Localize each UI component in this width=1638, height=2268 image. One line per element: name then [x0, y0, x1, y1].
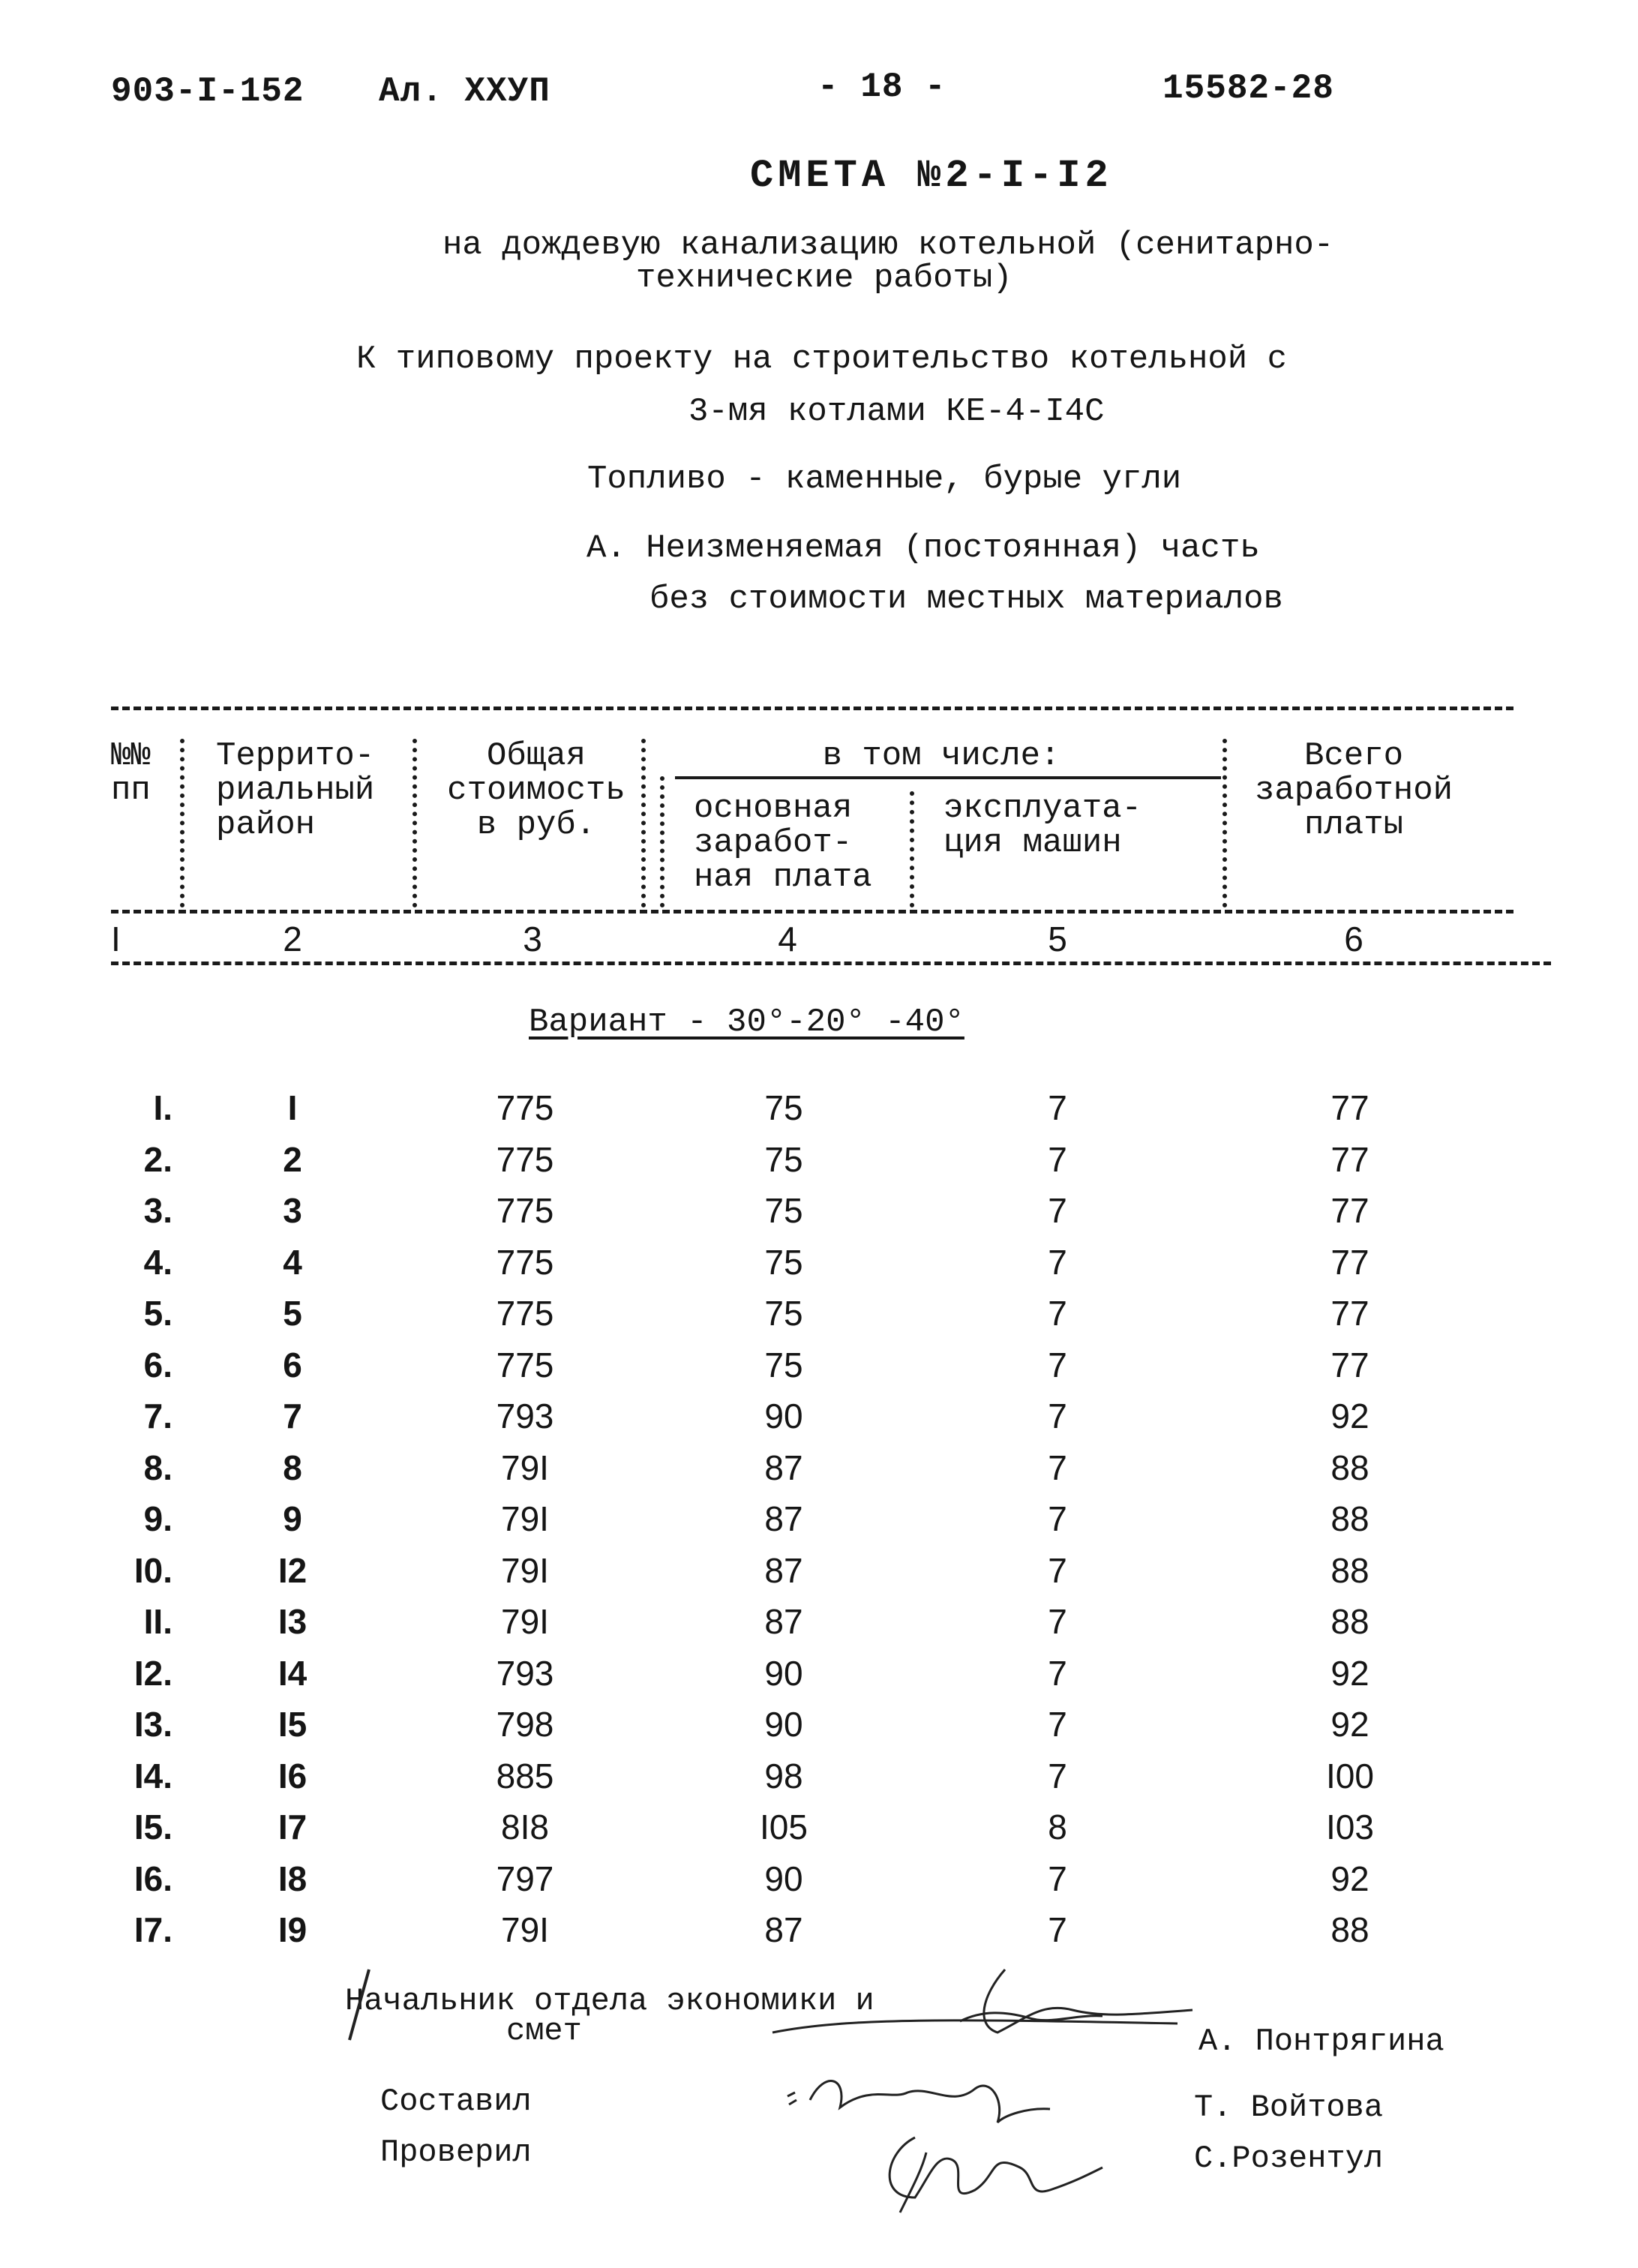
- row-number-cell: I5.: [134, 1808, 172, 1846]
- total-cost-cell: 79I: [501, 1602, 549, 1641]
- head-name: А. Понтрягина: [1198, 2024, 1444, 2060]
- row-number-cell: 2.: [143, 1139, 172, 1179]
- fuel-line: Топливо - каменные, бурые угли: [587, 460, 1182, 498]
- group-underline: [675, 776, 1221, 779]
- col-number: 5: [1048, 920, 1067, 958]
- total-cost-cell: 885: [496, 1756, 554, 1796]
- base-wages-cell: 87: [764, 1448, 803, 1487]
- row-number-cell: I6.: [134, 1858, 172, 1898]
- document-number: 15582-28: [1162, 69, 1334, 108]
- machine-operation-cell: 8: [1048, 1808, 1067, 1846]
- col3-header: Общая стоимость в руб.: [447, 737, 626, 844]
- base-wages-cell: 90: [764, 1653, 803, 1693]
- variant-label: Вариант - 30°-20° -40°: [529, 1004, 964, 1041]
- header-bottom-rule: [111, 910, 1514, 914]
- region-cell: I4: [278, 1653, 308, 1693]
- machine-operation-cell: 7: [1048, 1088, 1067, 1127]
- col5-header: эксплуата- ция машин: [944, 790, 1142, 862]
- total-wages-cell: 92: [1330, 1705, 1370, 1744]
- row-number-cell: 5.: [143, 1294, 172, 1333]
- row-number-cell: 6.: [143, 1345, 172, 1384]
- total-wages-cell: 92: [1330, 1653, 1370, 1693]
- total-wages-cell: 77: [1330, 1139, 1370, 1179]
- base-wages-cell: 87: [764, 1499, 803, 1538]
- head-signature: [758, 1965, 1208, 2048]
- col-number: 2: [283, 920, 302, 958]
- region-cell: I9: [278, 1910, 308, 1949]
- estimate-title: СМЕТА №2-I-I2: [750, 154, 1113, 198]
- album-number: Ал. ХХУП: [379, 72, 550, 111]
- project-code: 903-I-152: [111, 72, 304, 111]
- region-cell: 8: [283, 1448, 302, 1487]
- row-number-cell: 4.: [143, 1242, 172, 1282]
- total-wages-cell: 88: [1330, 1448, 1370, 1487]
- row-number-cell: 9.: [143, 1499, 172, 1538]
- col-number: 3: [523, 920, 542, 958]
- checked-name: С.Розентул: [1194, 2140, 1384, 2176]
- machine-operation-cell: 7: [1048, 1910, 1067, 1949]
- machine-operation-cell: 7: [1048, 1345, 1067, 1384]
- total-cost-cell: 8I8: [501, 1808, 549, 1846]
- subtitle-line-2: технические работы): [636, 260, 1012, 297]
- region-cell: I8: [278, 1858, 308, 1898]
- total-cost-cell: 775: [496, 1345, 554, 1384]
- region-cell: 9: [283, 1499, 302, 1538]
- total-wages-cell: 77: [1330, 1345, 1370, 1384]
- base-wages-cell: 87: [764, 1550, 803, 1590]
- base-wages-cell: 75: [764, 1191, 803, 1230]
- total-cost-cell: 775: [496, 1191, 554, 1230]
- subtitle-line-4: 3-мя котлами КЕ-4-I4С: [688, 393, 1105, 430]
- column-separator: [180, 739, 184, 908]
- base-wages-cell: 75: [764, 1345, 803, 1384]
- compiled-name: Т. Войтова: [1194, 2090, 1384, 2126]
- total-wages-cell: 77: [1330, 1294, 1370, 1333]
- section-subtitle: без стоимости местных материалов: [650, 580, 1283, 618]
- machine-operation-cell: 7: [1048, 1499, 1067, 1538]
- region-cell: I5: [278, 1705, 308, 1744]
- base-wages-cell: 98: [764, 1756, 803, 1796]
- machine-operation-cell: 7: [1048, 1396, 1067, 1436]
- total-wages-cell: 88: [1330, 1499, 1370, 1538]
- base-wages-cell: 75: [764, 1242, 803, 1282]
- slash-mark: [345, 1965, 375, 2048]
- base-wages-cell: 87: [764, 1910, 803, 1949]
- group-header: в том числе:: [822, 737, 1060, 775]
- row-number-cell: I7.: [134, 1910, 172, 1949]
- total-wages-cell: 92: [1330, 1396, 1370, 1436]
- row-number-cell: I3.: [134, 1705, 172, 1744]
- total-cost-cell: 79I: [501, 1499, 549, 1538]
- total-wages-cell: 88: [1330, 1910, 1370, 1949]
- machine-operation-cell: 7: [1048, 1139, 1067, 1179]
- checked-label: Проверил: [380, 2134, 532, 2170]
- total-wages-cell: I00: [1326, 1756, 1374, 1796]
- col6-header: Всего заработной платы: [1254, 737, 1454, 844]
- total-cost-cell: 775: [496, 1294, 554, 1333]
- subtitle-line-3: К типовому проекту на строительство котельной с: [356, 340, 1288, 378]
- machine-operation-cell: 7: [1048, 1550, 1067, 1590]
- row-number-cell: 3.: [143, 1191, 172, 1230]
- total-wages-cell: 77: [1330, 1191, 1370, 1230]
- column-separator: [910, 791, 914, 908]
- total-wages-cell: 92: [1330, 1858, 1370, 1898]
- row-number-cell: I0.: [134, 1550, 172, 1590]
- region-cell: I: [287, 1088, 298, 1127]
- machine-operation-cell: 7: [1048, 1191, 1067, 1230]
- total-cost-cell: 797: [496, 1858, 554, 1898]
- total-wages-cell: 88: [1330, 1602, 1370, 1641]
- region-cell: 6: [283, 1345, 302, 1384]
- column-separator: [1222, 739, 1227, 908]
- base-wages-cell: 75: [764, 1088, 803, 1127]
- machine-operation-cell: 7: [1048, 1448, 1067, 1487]
- total-cost-cell: 793: [496, 1653, 554, 1693]
- checked-signature: [870, 2122, 1110, 2220]
- region-cell: 5: [283, 1294, 302, 1333]
- row-number-cell: I.: [153, 1088, 172, 1127]
- subtitle-line-1: на дождевую канализацию котельной (сенитарно-: [442, 226, 1334, 264]
- row-number-cell: II.: [143, 1602, 172, 1641]
- total-wages-cell: 77: [1330, 1088, 1370, 1127]
- machine-operation-cell: 7: [1048, 1294, 1067, 1333]
- base-wages-cell: 87: [764, 1602, 803, 1641]
- row-number-cell: 8.: [143, 1448, 172, 1487]
- machine-operation-cell: 7: [1048, 1653, 1067, 1693]
- total-cost-cell: 775: [496, 1242, 554, 1282]
- column-separator: [641, 739, 646, 908]
- column-separator: [660, 776, 664, 908]
- total-cost-cell: 775: [496, 1088, 554, 1127]
- col1-header: №№ пп: [111, 737, 151, 809]
- col-number: 4: [778, 920, 797, 958]
- base-wages-cell: 75: [764, 1294, 803, 1333]
- total-cost-cell: 79I: [501, 1448, 549, 1487]
- base-wages-cell: 90: [764, 1705, 803, 1744]
- row-number-cell: 7.: [143, 1396, 172, 1436]
- row-number-cell: I2.: [134, 1653, 172, 1693]
- machine-operation-cell: 7: [1048, 1242, 1067, 1282]
- region-cell: I3: [278, 1602, 308, 1641]
- base-wages-cell: I05: [760, 1808, 808, 1846]
- region-cell: I2: [278, 1550, 308, 1590]
- base-wages-cell: 75: [764, 1139, 803, 1179]
- machine-operation-cell: 7: [1048, 1858, 1067, 1898]
- total-cost-cell: 79I: [501, 1550, 549, 1590]
- machine-operation-cell: 7: [1048, 1756, 1067, 1796]
- machine-operation-cell: 7: [1048, 1602, 1067, 1641]
- total-cost-cell: 79I: [501, 1910, 549, 1949]
- machine-operation-cell: 7: [1048, 1705, 1067, 1744]
- col4-header: основная заработ- ная плата: [694, 790, 872, 896]
- total-cost-cell: 798: [496, 1705, 554, 1744]
- col2-header: Террито- риальный район: [216, 737, 375, 844]
- total-wages-cell: 77: [1330, 1242, 1370, 1282]
- section-title: А. Неизменяемая (постоянная) часть: [586, 530, 1260, 567]
- base-wages-cell: 90: [764, 1396, 803, 1436]
- row-number-cell: I4.: [134, 1756, 172, 1796]
- total-cost-cell: 775: [496, 1139, 554, 1179]
- region-cell: 3: [283, 1191, 302, 1230]
- page-number: - 18 -: [818, 68, 946, 106]
- col-number: I: [111, 920, 121, 958]
- region-cell: 2: [283, 1139, 302, 1179]
- column-number-rule: [111, 962, 1551, 965]
- col-number: 6: [1344, 920, 1364, 958]
- total-wages-cell: 88: [1330, 1550, 1370, 1590]
- head-role: Начальник отдела экономики и смет: [345, 1983, 874, 2049]
- table-top-rule: [111, 706, 1514, 710]
- region-cell: I7: [278, 1808, 308, 1846]
- compiled-label: Составил: [380, 2084, 532, 2120]
- base-wages-cell: 90: [764, 1858, 803, 1898]
- total-cost-cell: 793: [496, 1396, 554, 1436]
- column-separator: [412, 739, 417, 908]
- total-wages-cell: I03: [1326, 1808, 1374, 1846]
- region-cell: I6: [278, 1756, 308, 1796]
- region-cell: 4: [283, 1242, 302, 1282]
- region-cell: 7: [283, 1396, 302, 1436]
